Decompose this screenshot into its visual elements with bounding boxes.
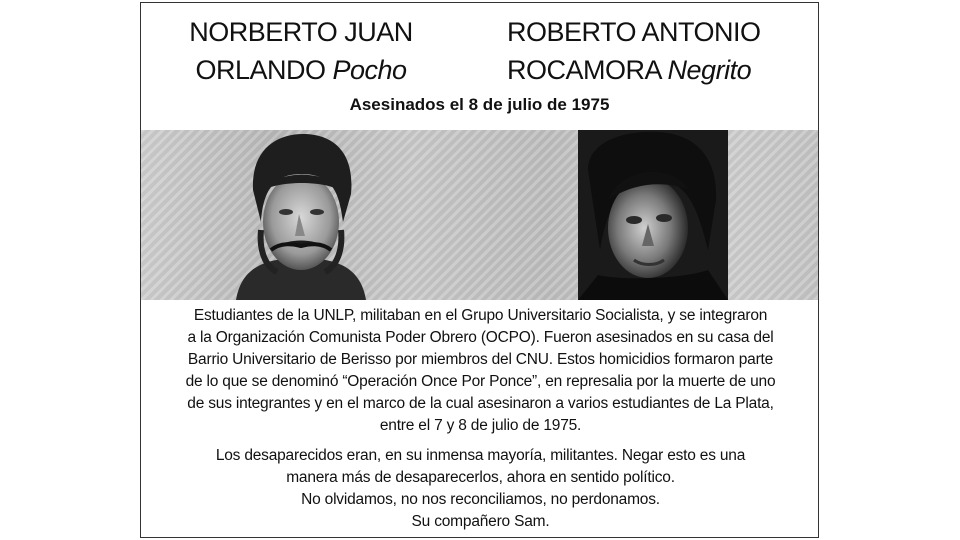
- photo-band: [141, 130, 818, 300]
- paragraph-1: [151, 305, 810, 437]
- header: [141, 3, 818, 129]
- paragraph-2-line: Los desaparecidos eran, en su inmensa mayoría, militantes. Negar esto es una: [215, 447, 746, 464]
- paragraph-1-line: Estudiantes de la UNLP, militaban en el Grupo Universitario Socialista, y se integraron: [193, 307, 768, 324]
- date-subtitle: Asesinados el 8 de julio de 1975: [349, 95, 610, 114]
- right-name-line2: [507, 51, 752, 89]
- memorial-notice: [140, 2, 819, 538]
- signature-line: Su compañero Sam.: [411, 513, 550, 530]
- right-name-line1: ROBERTO ANTONIO: [507, 17, 761, 47]
- left-person-name: [181, 13, 421, 89]
- paragraph-1-line: de sus integrantes y en el marco de la cual asesinaron a varios estudiantes de La Plata,: [187, 395, 774, 412]
- left-name-line2: [181, 51, 421, 89]
- paragraph-2: [151, 445, 810, 533]
- left-name-line1: NORBERTO JUAN: [189, 17, 413, 47]
- left-surname: ORLANDO: [195, 55, 326, 85]
- right-person-name: [507, 13, 761, 89]
- paragraph-1-line: a la Organización Comunista Poder Obrero (OCPO). Fueron asesinados en su casa del: [187, 329, 774, 346]
- paragraph-1-line: Barrio Universitario de Berisso por miembros del CNU. Estos homicidios formaron parte: [187, 351, 774, 368]
- right-nickname: Negrito: [667, 55, 752, 85]
- paragraph-1-line: entre el 7 y 8 de julio de 1975.: [379, 417, 582, 434]
- right-surname: ROCAMORA: [507, 55, 661, 85]
- paragraph-1-line: de lo que se denominó “Operación Once Por Ponce”, en represalia por la muerte de uno: [185, 373, 776, 390]
- left-nickname: Pocho: [332, 55, 407, 85]
- paragraph-2-line: manera más de desaparecerlos, ahora en sentido político.: [286, 469, 675, 486]
- right-portrait-photo: [578, 130, 728, 300]
- paragraph-2-line: No olvidamos, no nos reconciliamos, no perdonamos.: [301, 491, 660, 508]
- body-text: [151, 305, 810, 533]
- left-portrait-photo: [231, 130, 371, 300]
